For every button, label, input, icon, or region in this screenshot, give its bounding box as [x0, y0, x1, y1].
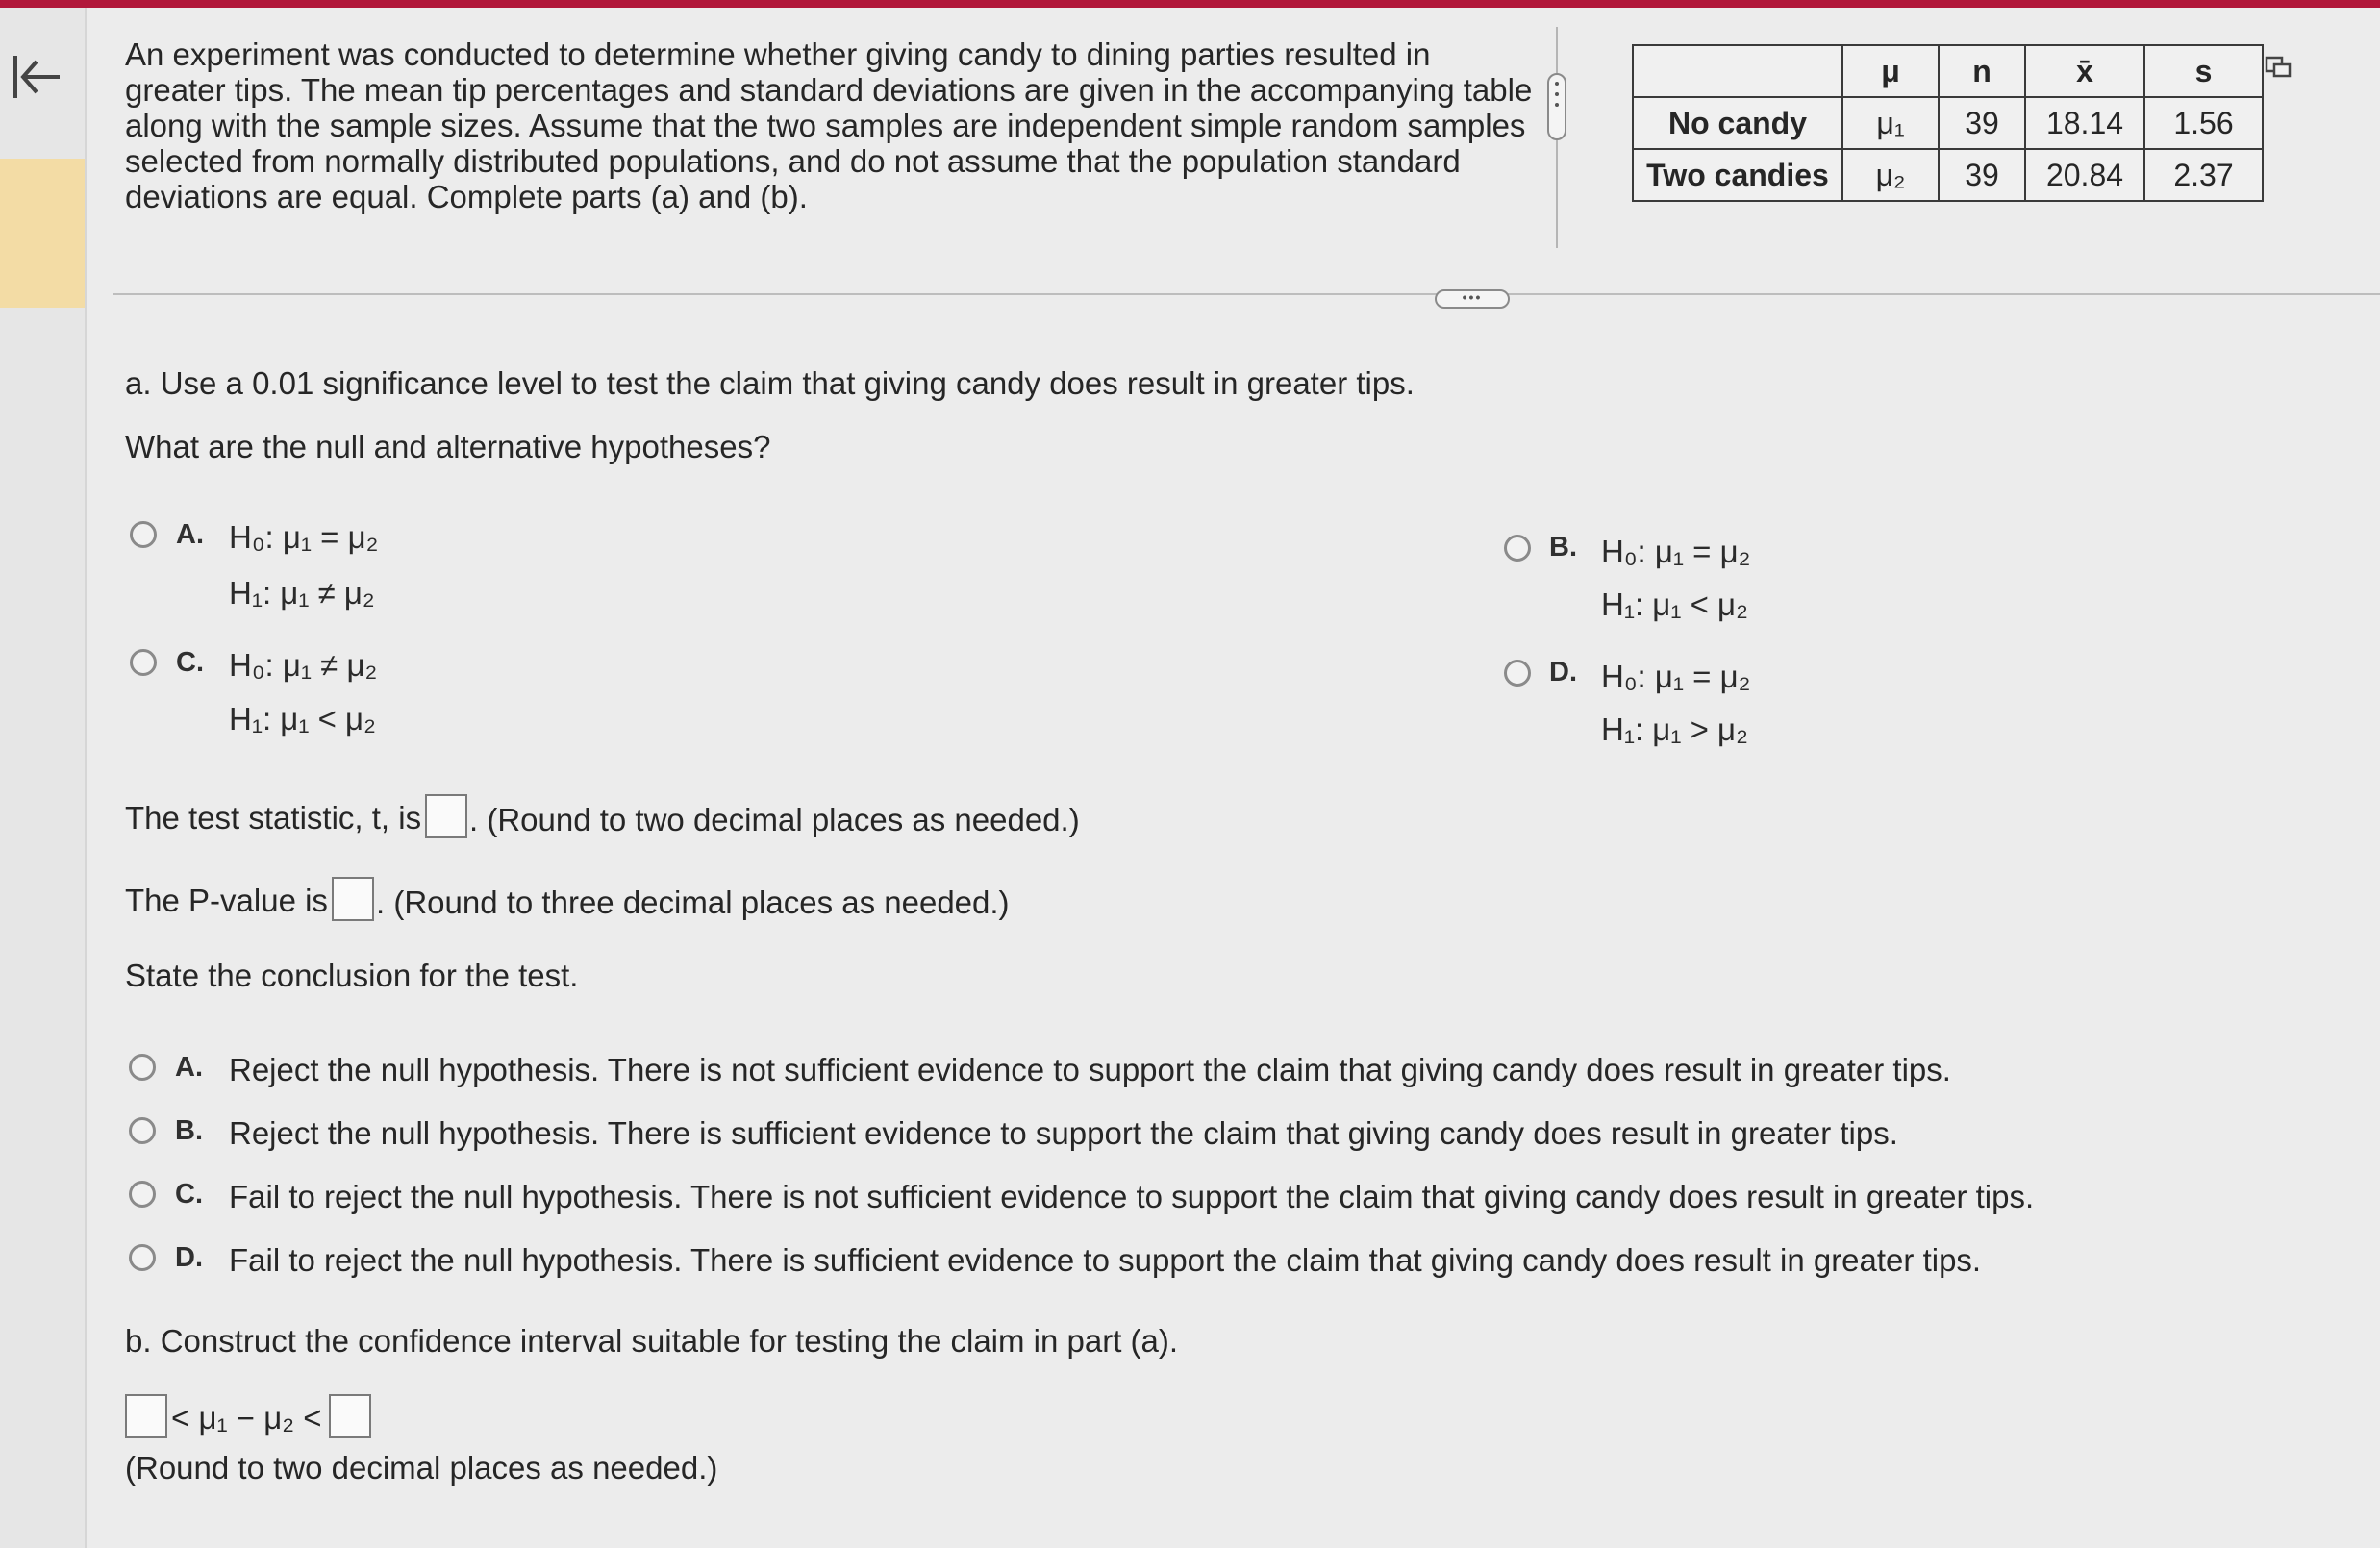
option-letter: A. [175, 1052, 203, 1083]
null-hypothesis: H₀: μ₁ ≠ μ₂ [229, 647, 378, 683]
part-b-prompt: b. Construct the confidence interval suitable for testing the claim in part (a). [125, 1323, 1179, 1359]
data-table [1632, 44, 2264, 202]
table-cell: 18.14 [2025, 97, 2144, 149]
radio-button[interactable] [1504, 535, 1531, 562]
table-header-cell [1633, 45, 1842, 97]
option-letter: B. [1549, 532, 1577, 562]
option-letter: D. [1549, 657, 1577, 687]
part-a-prompt: a. Use a 0.01 significance level to test the claim that giving candy does result in greater tips. [125, 365, 1415, 401]
pvalue-label: The P-value is [125, 883, 328, 918]
test-statistic-note: . (Round to two decimal places as needed.) [469, 802, 1080, 837]
table-cell: 39 [1939, 149, 2025, 201]
row-label: No candy [1633, 97, 1842, 149]
copy-data-icon[interactable] [2265, 56, 2293, 79]
option-letter: B. [175, 1115, 203, 1146]
test-statistic-label: The test statistic, t, is [125, 800, 422, 836]
table-row [1633, 97, 2263, 149]
table-cell: 39 [1939, 97, 2025, 149]
alternative-hypothesis: H₁: μ₁ < μ₂ [229, 701, 376, 737]
intro-line: selected from normally distributed populations, and do not assume that the population standard [125, 143, 1461, 179]
intro-line: An experiment was conducted to determine whether giving candy to dining parties resulted in [125, 37, 1431, 72]
intro-line: deviations are equal. Complete parts (a) and (b). [125, 179, 808, 214]
pvalue-note: . (Round to three decimal places as needed.) [376, 885, 1010, 920]
radio-button[interactable] [129, 1181, 156, 1208]
null-hypothesis: H₀: μ₁ = μ₂ [1601, 534, 1751, 569]
option-text: Fail to reject the null hypothesis. There is sufficient evidence to support the claim that giving candy does result in greater tips. [229, 1242, 1982, 1278]
hypotheses-question: What are the null and alternative hypotheses? [125, 429, 771, 464]
interval-upper-input[interactable] [329, 1394, 371, 1438]
table-header-cell: x̄ [2025, 45, 2144, 97]
radio-button[interactable] [129, 1117, 156, 1144]
option-letter: A. [176, 519, 204, 550]
option-text: Fail to reject the null hypothesis. There is not sufficient evidence to support the claim that giving candy does result in greater tips. [229, 1179, 2035, 1214]
option-letter: C. [176, 647, 204, 678]
table-cell: 1.56 [2144, 97, 2263, 149]
row-label: Two candies [1633, 149, 1842, 201]
radio-button[interactable] [1504, 660, 1531, 687]
null-hypothesis: H₀: μ₁ = μ₂ [229, 519, 379, 555]
vertical-resize-handle[interactable] [1547, 73, 1566, 140]
left-panel-highlight [0, 159, 85, 308]
intro-line: along with the sample sizes. Assume that the two samples are independent simple random samples [125, 108, 1526, 143]
table-cell: 2.37 [2144, 149, 2263, 201]
pvalue-input[interactable] [332, 877, 374, 921]
table-cell: μ₁ [1842, 97, 1939, 149]
alternative-hypothesis: H₁: μ₁ < μ₂ [1601, 587, 1748, 622]
table-header-row [1633, 45, 2263, 97]
radio-button[interactable] [130, 521, 157, 548]
intro-line: greater tips. The mean tip percentages and standard deviations are given in the accompanying table [125, 72, 1533, 108]
table-row [1633, 149, 2263, 201]
table-cell: 20.84 [2025, 149, 2144, 201]
table-header-cell: n [1939, 45, 2025, 97]
interval-expression: < μ₁ − μ₂ < [171, 1400, 322, 1436]
option-text: Reject the null hypothesis. There is not sufficient evidence to support the claim that giving candy does result in greater tips. [229, 1052, 1951, 1087]
option-letter: C. [175, 1179, 203, 1210]
top-accent-bar [0, 0, 2380, 8]
null-hypothesis: H₀: μ₁ = μ₂ [1601, 659, 1751, 694]
radio-button[interactable] [129, 1054, 156, 1081]
option-letter: D. [175, 1242, 203, 1273]
table-header-cell: μ [1842, 45, 1939, 97]
table-header-cell: s [2144, 45, 2263, 97]
radio-button[interactable] [130, 649, 157, 676]
section-divider [113, 293, 2380, 295]
interval-lower-input[interactable] [125, 1394, 167, 1438]
alternative-hypothesis: H₁: μ₁ ≠ μ₂ [229, 575, 375, 611]
option-text: Reject the null hypothesis. There is sufficient evidence to support the claim that giving candy does result in greater tips. [229, 1115, 1898, 1151]
rounding-note: (Round to two decimal places as needed.) [125, 1450, 718, 1486]
horizontal-resize-handle[interactable]: ••• [1435, 289, 1510, 309]
problem-intro [125, 37, 1532, 214]
radio-button[interactable] [129, 1244, 156, 1271]
alternative-hypothesis: H₁: μ₁ > μ₂ [1601, 712, 1748, 747]
test-statistic-input[interactable] [425, 794, 467, 838]
back-to-start-icon[interactable] [6, 48, 63, 106]
table-cell: μ₂ [1842, 149, 1939, 201]
conclusion-prompt: State the conclusion for the test. [125, 958, 579, 993]
